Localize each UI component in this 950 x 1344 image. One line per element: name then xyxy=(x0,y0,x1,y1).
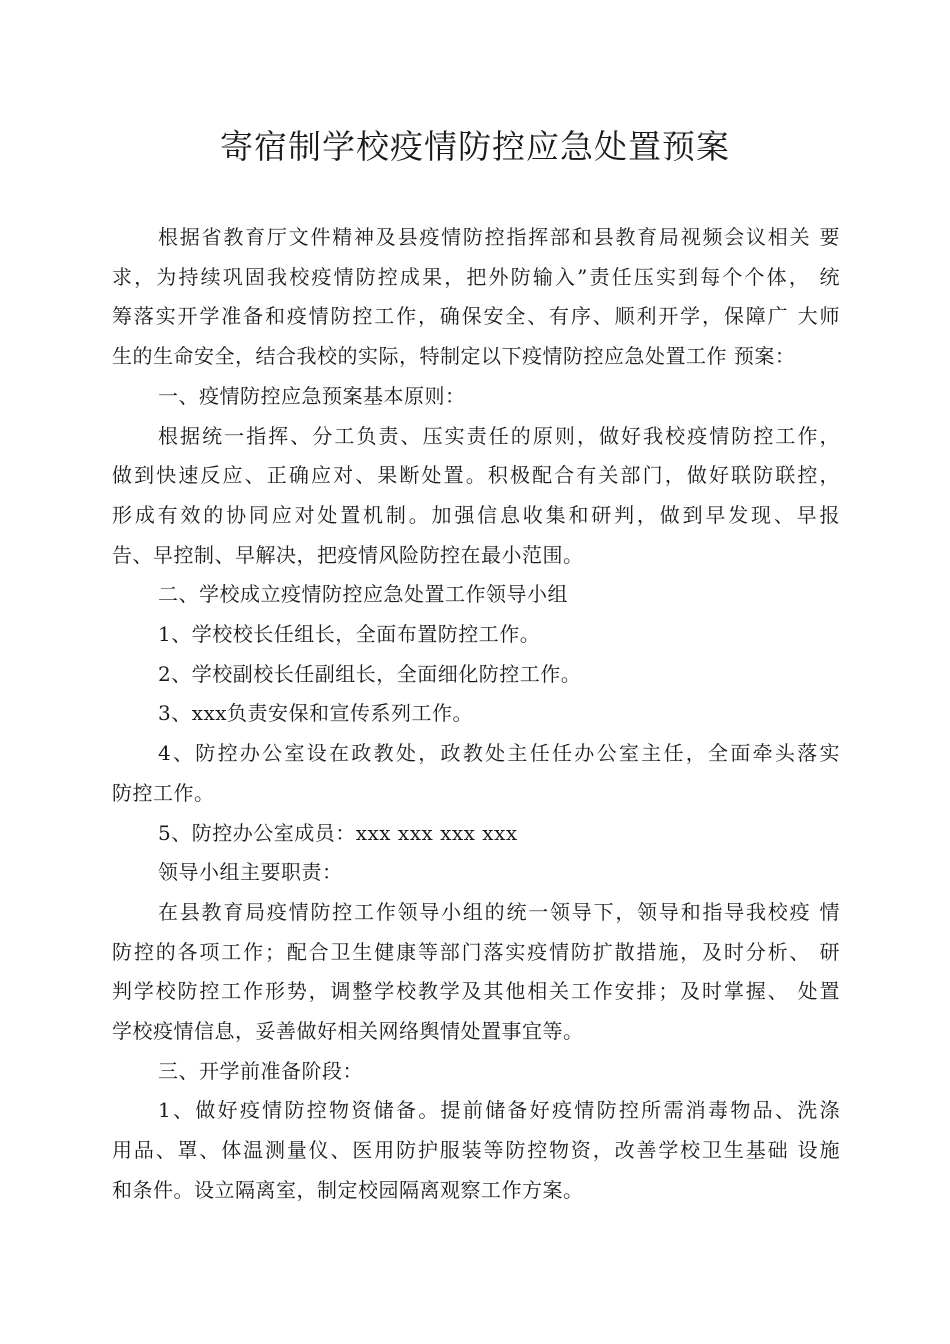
text-line: 2、学校副校长任副组长，全面细化防控工作。 xyxy=(158,661,582,686)
text-line: 根据省教育厅文件精神及县疫情防控指挥部和县教育局视频会议相关 要 xyxy=(158,225,840,249)
text-line: 学校疫情信息，妥善做好相关网络舆情处置事宜等。 xyxy=(112,1019,584,1044)
text-line: 求，为持续巩固我校疫情防控成果，把外防输入”责任压实到每个个体， 统 xyxy=(112,264,840,289)
text-line: 筹落实开学准备和疫情防控工作，确保安全、有序、顺利开学，保障广 大师 xyxy=(112,304,840,329)
text-line: 1、做好疫情防控物资储备。提前储备好疫情防控所需消毒物品、洗涤 xyxy=(158,1098,840,1123)
text-line: 在县教育局疫情防控工作领导小组的统一领导下，领导和指导我校疫 情 xyxy=(158,899,840,924)
text-line: 用品、罩、体温测量仪、医用防护服装等防控物资，改善学校卫生基础 设施 xyxy=(112,1138,840,1163)
text-line: 二、学校成立疫情防控应急处置工作领导小组 xyxy=(158,582,568,607)
text-line: 生的生命安全，结合我校的实际，特制定以下疫情防控应急处置工作 预案： xyxy=(112,344,796,369)
text-line: 领导小组主要职责： xyxy=(158,860,343,885)
text-line: 5、防控办公室成员：xxx xxx xxx xxx xyxy=(158,820,518,845)
text-line: 判学校防控工作形势，调整学校教学及其他相关工作安排；及时掌握、 处置 xyxy=(112,979,840,1004)
text-line: 形成有效的协同应对处置机制。加强信息收集和研判，做到早发现、早报 xyxy=(112,502,840,527)
document-title: 寄宿制学校疫情防控应急处置预案 xyxy=(220,127,730,166)
text-line: 告、早控制、早解决，把疫情风险防控在最小范围。 xyxy=(112,542,584,567)
document-body xyxy=(112,218,840,1211)
text-line: 做到快速反应、正确应对、果断处置。积极配合有关部门，做好联防联控， xyxy=(112,463,840,488)
text-line: 根据统一指挥、分工负责、压实责任的原则，做好我校疫情防控工作， xyxy=(158,423,840,448)
text-line: 4、防控办公室设在政教处，政教处主任任办公室主任，全面牵头落实 xyxy=(158,741,840,766)
text-line: 防控的各项工作；配合卫生健康等部门落实疫情防扩散措施，及时分析、 研 xyxy=(112,939,840,964)
text-line: 1、学校校长任组长，全面布置防控工作。 xyxy=(158,622,541,647)
text-line: 防控工作。 xyxy=(112,780,215,805)
text-line: 一、疫情防控应急预案基本原则： xyxy=(158,383,466,408)
text-line: 3、xxx负责安保和宣传系列工作。 xyxy=(158,701,474,726)
text-line: 和条件。设立隔离室，制定校园隔离观察工作方案。 xyxy=(112,1177,584,1202)
text-line: 三、开学前准备阶段： xyxy=(158,1058,363,1083)
